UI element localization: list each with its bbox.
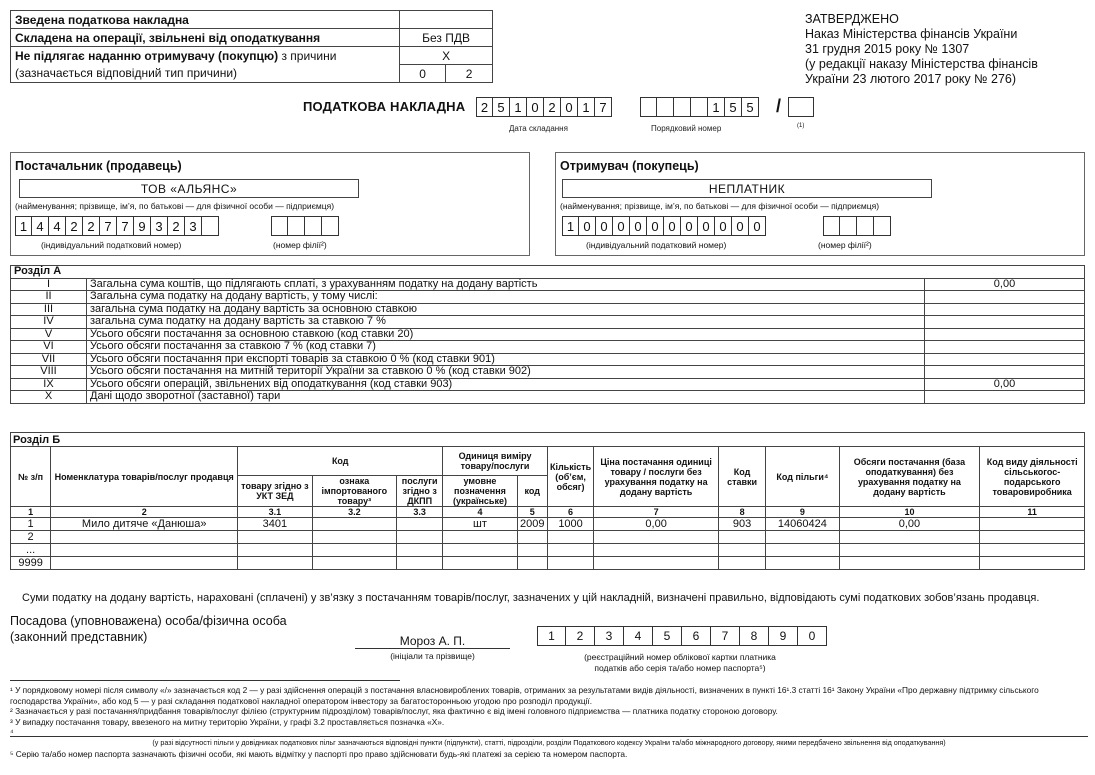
footnote-5: ⁵ Серію та/або номер паспорта зазначають фізичні особи, які мають відмітку у паспорті про право здійснювати будь-які платежі за серією та номером паспорта. — [10, 748, 628, 759]
reg-digit[interactable]: 0 — [798, 626, 827, 646]
seller-tin-digit[interactable]: 4 — [32, 216, 49, 236]
buyer-branch-digit[interactable] — [840, 216, 857, 236]
col-unit-header: Одиниця виміру товару/послуги — [443, 447, 548, 476]
seller-tin-caption: (індивідуальний податковий номер) — [41, 240, 182, 250]
reg-digit[interactable]: 8 — [740, 626, 769, 646]
number-slash: / — [776, 96, 782, 116]
position-label-line2: (законний представник) — [10, 630, 148, 644]
buyer-tin-digit[interactable]: 0 — [732, 216, 749, 236]
column-numbers-row: 1 2 3.1 3.2 3.3 4 5 6 7 8 9 10 11 — [11, 507, 1085, 518]
col-num-header: № з/п — [11, 447, 51, 507]
table-row: IX Усього обсяги операцій, звільнених від оподаткування (код ставки 903) 0,00 — [11, 378, 1085, 391]
col-volume-header: Обсяги постачання (база оподаткування) без урахування податку на додану вартість — [839, 447, 980, 507]
invoice-code-digit[interactable] — [788, 97, 814, 117]
buyer-title: Отримувач (покупець) — [560, 159, 699, 173]
seller-tin-digit[interactable]: 3 — [151, 216, 168, 236]
footnote-divider — [10, 680, 400, 681]
col-benefit-header: Код пільги⁴ — [766, 447, 839, 507]
col-dkpp-header: послуги згідно з ДКПП — [397, 476, 443, 507]
seller-title: Постачальник (продавець) — [15, 159, 182, 173]
reg-digit[interactable]: 7 — [711, 626, 740, 646]
seller-branch-digit[interactable] — [288, 216, 305, 236]
section-b-title: Розділ Б — [11, 433, 1085, 447]
date-digit[interactable]: 0 — [561, 97, 578, 117]
table-row: I Загальна сума коштів, що підлягають сплаті, з урахуванням податку на додану вартість 0,00 — [11, 278, 1085, 291]
table-row: III загальна сума податку на додану вартість за основною ставкою — [11, 303, 1085, 316]
date-digit[interactable]: 2 — [544, 97, 561, 117]
date-digit[interactable]: 0 — [527, 97, 544, 117]
buyer-branch-caption: (номер філії²) — [818, 240, 872, 250]
col-activity-header: Код виду діяльності сільськогос-подарського товаровиробника — [980, 447, 1085, 507]
buyer-tin-digit[interactable]: 1 — [562, 216, 579, 236]
summary-header-table — [10, 10, 493, 83]
consolidated-invoice-value[interactable] — [400, 11, 493, 29]
buyer-tin-digit[interactable]: 0 — [579, 216, 596, 236]
date-digit[interactable]: 1 — [578, 97, 595, 117]
reason-type-digit-a[interactable]: 0 — [400, 65, 446, 83]
number-digit[interactable]: 5 — [725, 97, 742, 117]
seller-tin-digit[interactable]: 7 — [100, 216, 117, 236]
invoice-number-grid[interactable] — [640, 97, 759, 117]
buyer-tin-digit[interactable]: 0 — [630, 216, 647, 236]
position-label-line1: Посадова (уповноважена) особа/фізична особа — [10, 614, 287, 628]
col-qty-header: Кількість (об’єм, обсяг) — [547, 447, 593, 507]
date-digit[interactable]: 7 — [595, 97, 612, 117]
buyer-tin-caption: (індивідуальний податковий номер) — [586, 240, 727, 250]
seller-tin-digit[interactable]: 2 — [66, 216, 83, 236]
not-provided-value[interactable]: Х — [400, 47, 493, 65]
buyer-tin-digit[interactable]: 0 — [613, 216, 630, 236]
reg-digit[interactable]: 5 — [653, 626, 682, 646]
table-row: 1 Мило дитяче «Данюша» 3401 шт 2009 1000 0,00 903 14060424 0,00 — [11, 518, 1085, 531]
seller-tin-digit[interactable]: 9 — [134, 216, 151, 236]
col-price-header: Ціна постачання одиниці товару / послуги без урахування податку на додану вартість — [594, 447, 719, 507]
number-digit[interactable] — [691, 97, 708, 117]
seller-tin-digit[interactable]: 2 — [168, 216, 185, 236]
buyer-tin-grid[interactable] — [562, 216, 766, 236]
col-code-header: Код — [238, 447, 443, 476]
date-caption: Дата складання — [509, 124, 568, 133]
seller-branch-grid[interactable] — [271, 216, 339, 236]
buyer-branch-grid[interactable] — [823, 216, 891, 236]
signer-caption: (ініціали та прізвище) — [390, 651, 475, 661]
buyer-tin-digit[interactable]: 0 — [715, 216, 732, 236]
not-provided-label: Не підлягає наданню отримувачу (покупцю) з причини — [11, 47, 400, 65]
section-b-table — [10, 432, 1085, 570]
exempt-operations-value[interactable]: Без ПДВ — [400, 29, 493, 47]
buyer-branch-digit[interactable] — [857, 216, 874, 236]
seller-name-caption: (найменування; прізвище, ім’я, по батькові — для фізичної особи — підприємця) — [15, 201, 335, 211]
footnotes — [10, 685, 1088, 759]
signer-name-field[interactable]: Мороз А. П. — [355, 634, 510, 649]
footnote-1-mark: (1) — [797, 123, 805, 129]
seller-tin-digit[interactable]: 3 — [185, 216, 202, 236]
reason-type-label: (зазначається відповідний тип причини) — [11, 65, 400, 83]
buyer-tin-digit[interactable]: 0 — [596, 216, 613, 236]
seller-name-field[interactable]: ТОВ «АЛЬЯНС» — [19, 179, 359, 198]
buyer-tin-digit[interactable]: 0 — [749, 216, 766, 236]
reg-digit[interactable]: 6 — [682, 626, 711, 646]
table-row: VI Усього обсяги постачання за ставкою 7 % (код ставки 7) — [11, 341, 1085, 354]
reason-type-digit-b[interactable]: 2 — [446, 65, 493, 83]
section-a-title: Розділ А — [11, 266, 1085, 279]
col-unit-code-header: код — [517, 476, 547, 507]
exempt-operations-label: Складена на операції, звільнені від оподаткування — [11, 29, 400, 47]
buyer-name-caption: (найменування; прізвище, ім’я, по батькові — для фізичної особи — підприємця) — [560, 201, 880, 211]
seller-box — [10, 152, 530, 256]
seller-branch-digit[interactable] — [322, 216, 339, 236]
col-unit-name-header: умовне позначення (українське) — [443, 476, 517, 507]
buyer-tin-digit[interactable]: 0 — [698, 216, 715, 236]
footnote-1: ¹ У порядковому номері після символу «/» зазначається код 2 — у разі здійснення операцій з постачання власновироблених товарів, отриманих за результатами видів діяльності, визначених в пункті 16¹.3 статті 16¹ Закону України «Про державну підтримку сільського господарства України», або код 5 — у разі складання податкової накладної оператором інвестору за багатосторонньою угодою про розподіл продукції. — [10, 685, 1039, 706]
registration-caption: (реєстраційний номер облікової картки платника податків або серія та/або номер паспорта⁵) — [584, 652, 776, 673]
buyer-name-field[interactable]: НЕПЛАТНИК — [562, 179, 932, 198]
table-row: IV загальна сума податку на додану вартість за ставкою 7 % — [11, 316, 1085, 329]
number-digit[interactable] — [657, 97, 674, 117]
seller-branch-digit[interactable] — [305, 216, 322, 236]
seller-tin-digit[interactable]: 1 — [15, 216, 32, 236]
seller-tin-grid[interactable] — [15, 216, 219, 236]
table-row: X Дані щодо зворотної (заставної) тари — [11, 391, 1085, 404]
seller-tin-digit[interactable]: 4 — [49, 216, 66, 236]
seller-tin-digit[interactable]: 2 — [83, 216, 100, 236]
reg-digit[interactable]: 3 — [595, 626, 624, 646]
number-digit[interactable]: 1 — [708, 97, 725, 117]
date-digit[interactable]: 5 — [493, 97, 510, 117]
reg-digit[interactable]: 1 — [537, 626, 566, 646]
registration-number-grid[interactable] — [537, 626, 827, 646]
seller-branch-digit[interactable] — [271, 216, 288, 236]
sum-statement: Суми податку на додану вартість, нараховані (сплачені) у зв’язку з постачанням товарів/послуг, зазначених у цій накладній, визначені правильно, відповідають сумі податкових зобов’язань продавця. — [22, 592, 1040, 604]
number-caption: Порядковий номер — [651, 124, 722, 133]
invoice-date-grid[interactable] — [476, 97, 612, 117]
date-digit[interactable]: 1 — [510, 97, 527, 117]
buyer-tin-digit[interactable]: 0 — [681, 216, 698, 236]
section-a-table — [10, 265, 1085, 404]
seller-branch-caption: (номер філії²) — [273, 240, 327, 250]
buyer-branch-digit[interactable] — [823, 216, 840, 236]
number-digit[interactable]: 5 — [742, 97, 759, 117]
reg-digit[interactable]: 9 — [769, 626, 798, 646]
table-row: II Загальна сума податку на додану вартість, у тому числі: — [11, 291, 1085, 304]
footnote-4-caption: (у разі відсутності пільги у довідниках податкових пільг зазначаються відповідні пункти (підпункти), статті, підрозділи, розділи Податкового кодексу України та/або міжнародного договору, якими передбачено звільнення від оподаткування) — [152, 738, 946, 747]
invoice-title: ПОДАТКОВА НАКЛАДНА — [303, 99, 466, 114]
footnote-2: ² Зазначається у разі постачання/придбання товарів/послуг філією (структурним підрозділом) товарів/послуг, яка фактично є від імені головного підприємства — платника податку стороною договору. — [10, 706, 778, 716]
footnote-3: ³ У випадку постачання товару, ввезеного на митну територію України, у графі 3.2 проставляється позначка «Х». — [10, 716, 445, 727]
col-name-header: Номенклатура товарів/послуг продавця — [51, 447, 238, 507]
col-uktzed-header: товару згідно з УКТ ЗЕД — [238, 476, 312, 507]
buyer-tin-digit[interactable]: 0 — [664, 216, 681, 236]
footnote-4: ⁴ — [10, 727, 1088, 737]
col-import-header: ознака імпортованого товару³ — [312, 476, 396, 507]
seller-tin-digit[interactable]: 7 — [117, 216, 134, 236]
table-row: VII Усього обсяги постачання при експорті товарів за ставкою 0 % (код ставки 901) — [11, 353, 1085, 366]
table-row: 9999 — [11, 557, 1085, 570]
invoice-code-grid[interactable] — [788, 97, 814, 117]
buyer-tin-digit[interactable]: 0 — [647, 216, 664, 236]
buyer-branch-digit[interactable] — [874, 216, 891, 236]
seller-tin-digit[interactable] — [202, 216, 219, 236]
number-digit[interactable] — [674, 97, 691, 117]
reg-digit[interactable]: 4 — [624, 626, 653, 646]
date-digit[interactable]: 2 — [476, 97, 493, 117]
table-row: ... — [11, 544, 1085, 557]
col-rate-header: Код ставки — [718, 447, 765, 507]
table-row: V Усього обсяги постачання за основною ставкою (код ставки 20) — [11, 328, 1085, 341]
consolidated-invoice-label: Зведена податкова накладна — [11, 11, 400, 29]
number-digit[interactable] — [640, 97, 657, 117]
table-row: VIII Усього обсяги постачання на митній території України за ставкою 0 % (код ставки 902) — [11, 366, 1085, 379]
reg-digit[interactable]: 2 — [566, 626, 595, 646]
approval-stamp-text: ЗАТВЕРДЖЕНО Наказ Міністерства фінансів України 31 грудня 2015 року № 1307 (у редакції наказу Міністерства фінансів України 23 лютого 2017 року № 276) — [805, 12, 1038, 86]
table-row: 2 — [11, 531, 1085, 544]
buyer-box — [555, 152, 1085, 256]
